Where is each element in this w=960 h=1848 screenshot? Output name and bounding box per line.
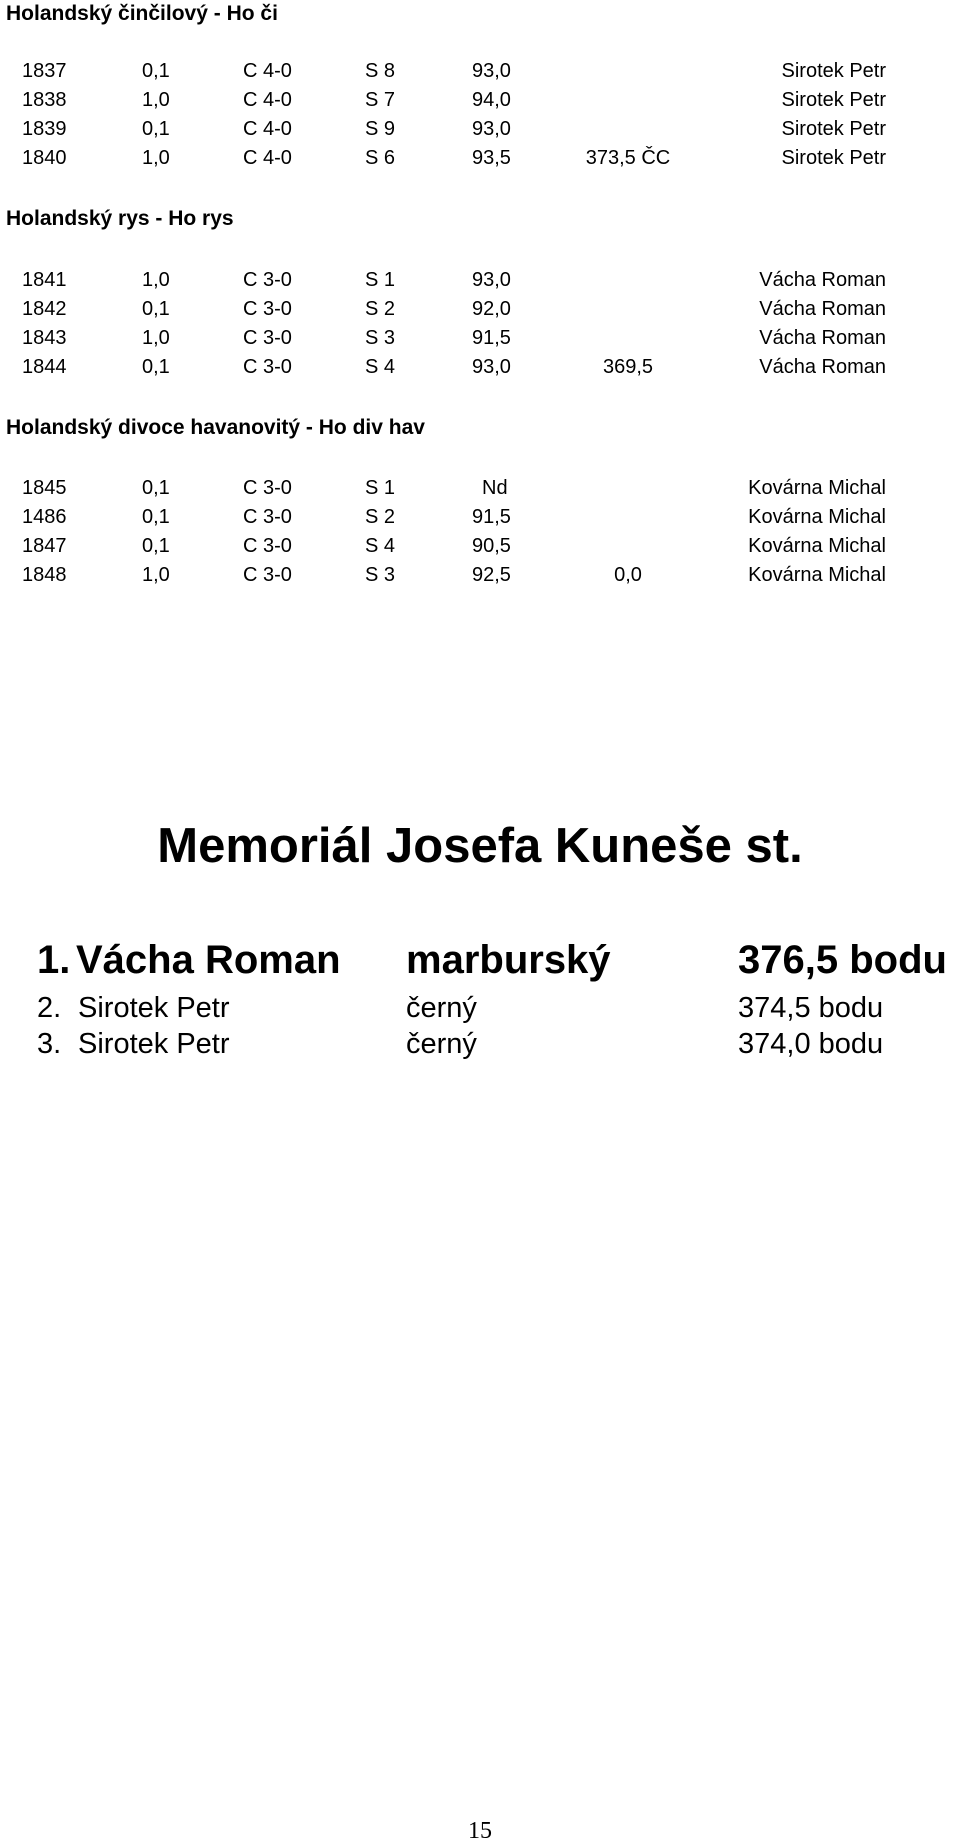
- entry-sex: 1,0: [142, 564, 170, 586]
- result-points: 374,5 bodu: [738, 992, 884, 1024]
- table-row: [0, 60, 960, 86]
- entry-class: C 4-0: [243, 118, 292, 140]
- entry-sex: 1,0: [142, 147, 170, 169]
- entry-cage: S 7: [365, 89, 396, 111]
- entry-total: 373,5 ČC: [585, 147, 671, 169]
- entry-cage: S 2: [365, 506, 396, 528]
- section-title: Holandský rys - Ho rys: [6, 207, 234, 230]
- entry-sex: 0,1: [142, 477, 170, 499]
- entry-score: Nd: [482, 477, 508, 499]
- entry-sex: 0,1: [142, 60, 170, 82]
- section-title: Holandský činčilový - Ho či: [6, 2, 278, 25]
- entry-class: C 3-0: [243, 535, 292, 557]
- entry-number: 1840: [22, 147, 67, 169]
- entry-sex: 0,1: [142, 298, 170, 320]
- entry-score: 93,0: [472, 269, 511, 291]
- entry-score: 91,5: [472, 327, 511, 349]
- entry-score: 92,5: [472, 564, 511, 586]
- table-row: [0, 269, 960, 295]
- entry-owner: Vácha Roman: [759, 356, 886, 378]
- entry-sex: 1,0: [142, 327, 170, 349]
- entry-class: C 3-0: [243, 298, 292, 320]
- entry-total: 0,0: [614, 564, 642, 586]
- result-points: 374,0 bodu: [738, 1028, 884, 1060]
- entry-owner: Sirotek Petr: [781, 118, 886, 140]
- result-row: [0, 938, 960, 988]
- entry-class: C 3-0: [243, 506, 292, 528]
- entry-owner: Kovárna Michal: [748, 477, 886, 499]
- table-row: [0, 506, 960, 532]
- table-row: [0, 298, 960, 324]
- entry-sex: 0,1: [142, 506, 170, 528]
- result-rank: 3.: [37, 1028, 62, 1060]
- entry-sex: 0,1: [142, 535, 170, 557]
- entry-number: 1839: [22, 118, 67, 140]
- result-breed: černý: [406, 992, 477, 1024]
- entry-score: 94,0: [472, 89, 511, 111]
- result-rank: 2.: [37, 992, 62, 1024]
- entry-class: C 3-0: [243, 327, 292, 349]
- entry-cage: S 2: [365, 298, 396, 320]
- entry-number: 1848: [22, 564, 67, 586]
- entry-sex: 0,1: [142, 118, 170, 140]
- entry-cage: S 3: [365, 564, 396, 586]
- entry-class: C 4-0: [243, 147, 292, 169]
- memorial-title: Memoriál Josefa Kuneše st.: [157, 819, 803, 873]
- entry-number: 1844: [22, 356, 67, 378]
- page-number: 15: [468, 1818, 492, 1844]
- entry-class: C 3-0: [243, 356, 292, 378]
- entry-cage: S 1: [365, 269, 396, 291]
- entry-owner: Vácha Roman: [759, 327, 886, 349]
- entry-number: 1486: [22, 506, 67, 528]
- table-row: [0, 535, 960, 561]
- entry-owner: Vácha Roman: [759, 298, 886, 320]
- entry-number: 1837: [22, 60, 67, 82]
- entry-cage: S 9: [365, 118, 396, 140]
- entry-owner: Kovárna Michal: [748, 564, 886, 586]
- entry-class: C 4-0: [243, 89, 292, 111]
- entry-cage: S 3: [365, 327, 396, 349]
- entry-number: 1845: [22, 477, 67, 499]
- entry-number: 1843: [22, 327, 67, 349]
- table-row: [0, 147, 960, 173]
- entry-score: 92,0: [472, 298, 511, 320]
- table-row: [0, 89, 960, 115]
- entry-cage: S 4: [365, 356, 396, 378]
- result-name: Sirotek Petr: [78, 1028, 230, 1060]
- result-row: [0, 992, 960, 1030]
- entry-cage: S 4: [365, 535, 396, 557]
- entry-class: C 3-0: [243, 564, 292, 586]
- entry-sex: 1,0: [142, 269, 170, 291]
- entry-total: 369,5: [602, 356, 654, 378]
- entry-number: 1838: [22, 89, 67, 111]
- entry-number: 1842: [22, 298, 67, 320]
- entry-cage: S 6: [365, 147, 396, 169]
- entry-score: 91,5: [472, 506, 511, 528]
- entry-owner: Vácha Roman: [759, 269, 886, 291]
- table-row: [0, 356, 960, 382]
- entry-number: 1847: [22, 535, 67, 557]
- entry-class: C 3-0: [243, 269, 292, 291]
- entry-score: 93,0: [472, 60, 511, 82]
- table-row: [0, 477, 960, 503]
- entry-score: 90,5: [472, 535, 511, 557]
- table-row: [0, 564, 960, 590]
- result-rank: 1.: [37, 938, 71, 982]
- result-breed: černý: [406, 1028, 477, 1060]
- result-breed: marburský: [406, 938, 611, 982]
- entry-score: 93,5: [472, 147, 511, 169]
- entry-number: 1841: [22, 269, 67, 291]
- entry-owner: Sirotek Petr: [781, 89, 886, 111]
- result-name: Vácha Roman: [76, 938, 341, 982]
- entry-class: C 3-0: [243, 477, 292, 499]
- table-row: [0, 327, 960, 353]
- entry-owner: Sirotek Petr: [781, 147, 886, 169]
- entry-cage: S 8: [365, 60, 396, 82]
- table-row: [0, 118, 960, 144]
- entry-owner: Kovárna Michal: [748, 506, 886, 528]
- result-row: [0, 1028, 960, 1066]
- entry-class: C 4-0: [243, 60, 292, 82]
- entry-sex: 1,0: [142, 89, 170, 111]
- section-title: Holandský divoce havanovitý - Ho div hav: [6, 416, 425, 439]
- entry-score: 93,0: [472, 356, 511, 378]
- entry-owner: Kovárna Michal: [748, 535, 886, 557]
- result-name: Sirotek Petr: [78, 992, 230, 1024]
- entry-score: 93,0: [472, 118, 511, 140]
- result-points: 376,5 bodu: [738, 938, 947, 982]
- entry-cage: S 1: [365, 477, 396, 499]
- entry-sex: 0,1: [142, 356, 170, 378]
- entry-owner: Sirotek Petr: [781, 60, 886, 82]
